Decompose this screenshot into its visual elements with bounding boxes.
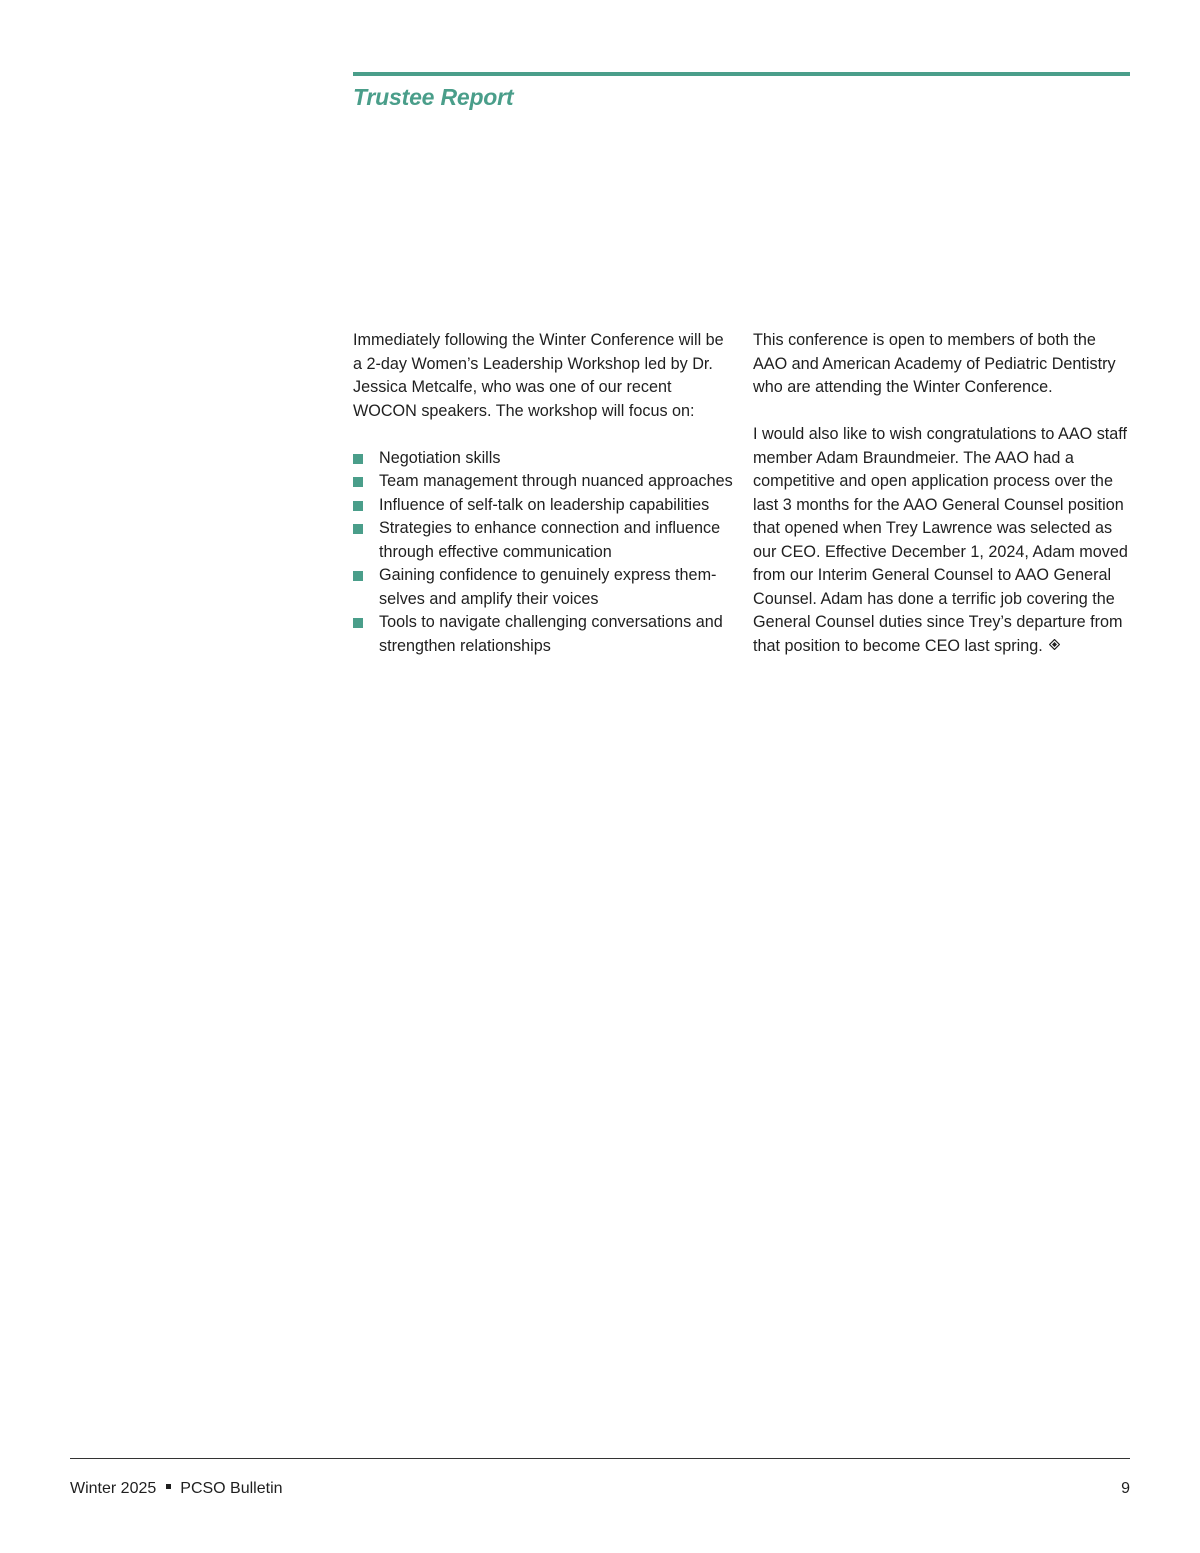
- workshop-topics-list: [353, 447, 733, 659]
- square-bullet-icon: [353, 524, 363, 534]
- square-bullet-icon: [353, 454, 363, 464]
- list-item: [353, 517, 733, 564]
- list-item-text: Tools to navigate challenging conversations and strengthen relationships: [379, 613, 723, 655]
- list-item: [353, 611, 733, 658]
- section-title: Trustee Report: [353, 84, 514, 110]
- page-number: 9: [1121, 1480, 1130, 1497]
- list-item-text: Gaining confidence to genuinely express them-selves and amplify their voices: [379, 566, 717, 608]
- footer-publication: PCSO Bulletin: [180, 1480, 283, 1497]
- left-column: [353, 329, 733, 658]
- list-item-text: Influence of self-talk on leadership capabilities: [379, 495, 710, 514]
- right-column: [753, 329, 1131, 658]
- list-item: [353, 564, 733, 611]
- list-item: [353, 470, 733, 494]
- square-separator-icon: [166, 1484, 171, 1489]
- square-bullet-icon: [353, 618, 363, 628]
- intro-paragraph: Immediately following the Winter Conference will be a 2-day Women’s Leadership Workshop led by Dr. Jessica Metcalfe, who was one of our recent WOCON speakers. The workshop will focus on:: [353, 331, 724, 420]
- footer-issue: Winter 2025: [70, 1480, 157, 1497]
- diamond-end-mark-icon: [1049, 639, 1060, 650]
- list-item-text: Team management through nuanced approaches: [379, 472, 733, 490]
- square-bullet-icon: [353, 571, 363, 581]
- page-footer: [70, 1480, 1130, 1498]
- footer-rule: [70, 1458, 1130, 1459]
- list-item: [353, 447, 733, 471]
- square-bullet-icon: [353, 501, 363, 511]
- list-item: [353, 494, 733, 518]
- congratulations-text: I would also like to wish congratulations to AAO staff member Adam Braundmeier. The AAO had a competitive and open application process over the last 3 months for the AAO General Counsel position that opened when Trey Lawrence was selected as our CEO. Effective December 1, 2024, Adam moved from our Interim General Counsel to AAO General Counsel. Adam has done a terrific job covering the General Counsel duties since Trey’s departure from that position to become CEO last spring.: [753, 425, 1128, 655]
- congratulations-paragraph: [753, 423, 1131, 658]
- conference-paragraph: This conference is open to members of both the AAO and American Academy of Pediatric Dentistry who are attending the Winter Conference.: [753, 331, 1116, 396]
- square-bullet-icon: [353, 477, 363, 487]
- header-rule: [353, 72, 1130, 76]
- list-item-text: Negotiation skills: [379, 448, 501, 467]
- list-item-text: Strategies to enhance connection and influence through effective communication: [379, 519, 721, 561]
